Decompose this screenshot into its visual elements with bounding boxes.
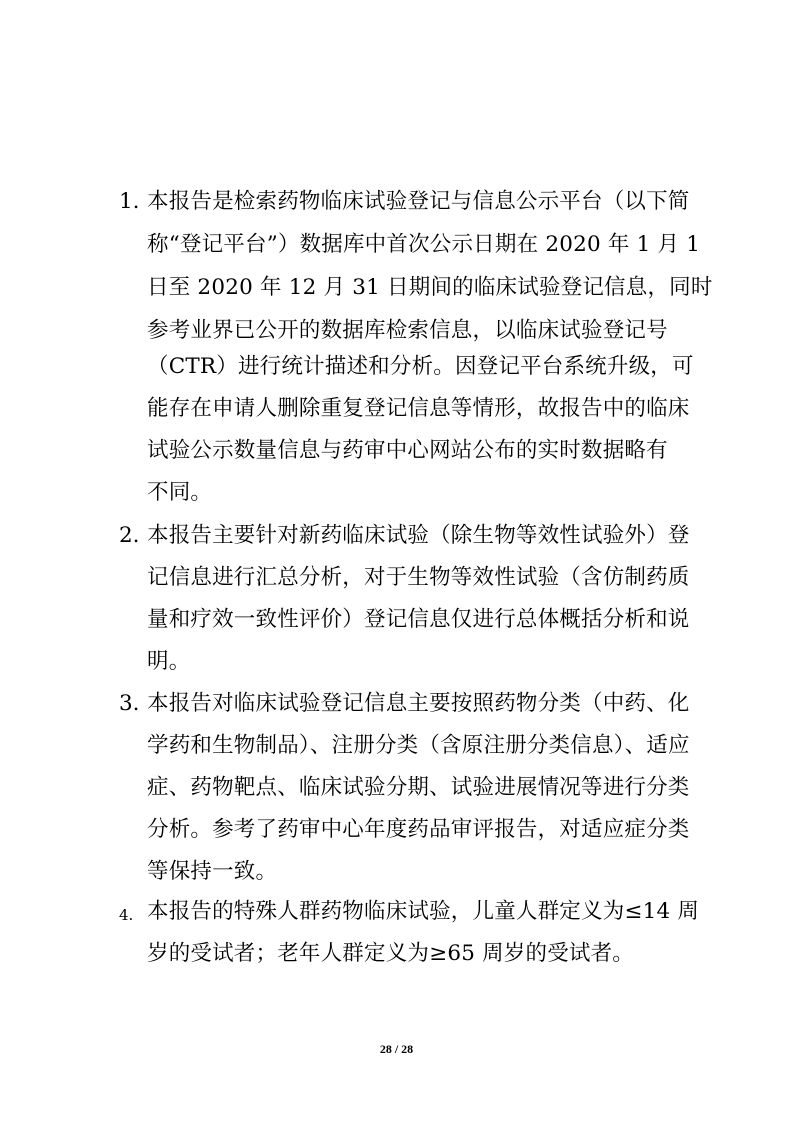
item-2-line-3: 量和疗效一致性评价）登记信息仅进行总体概括分析和说 xyxy=(147,607,690,632)
item-1-line-8: 不同。 xyxy=(147,480,213,505)
item-1-line-5: （CTR）进行统计描述和分析。因登记平台系统升级，可 xyxy=(147,354,694,379)
item-1-line-4: 参考业界已公开的数据库检索信息，以临床试验登记号 xyxy=(147,318,668,343)
item-3-line-5: 等保持一致。 xyxy=(147,859,278,884)
item-3-line-4: 分析。参考了药审中心年度药品审评报告，对适应症分类 xyxy=(147,817,690,842)
item-4-line-1: 本报告的特殊人群药物临床试验，儿童人群定义为≤14 周 xyxy=(147,899,700,924)
item-3-line-3: 症、药物靶点、临床试验分期、试验进展情况等进行分类 xyxy=(147,775,690,800)
item-1-line-1: 本报告是检索药物临床试验登记与信息公示平台（以下简 xyxy=(147,189,690,214)
item-1-number: 1. xyxy=(119,189,140,214)
item-1-line-6: 能存在申请人删除重复登记信息等情形，故报告中的临床 xyxy=(147,396,690,421)
item-1-line-7: 试验公示数量信息与药审中心网站公布的实时数据略有 xyxy=(147,438,668,463)
item-4-number: 4. xyxy=(119,906,134,924)
item-1-line-2: 称“登记平台”）数据库中首次公示日期在 2020 年 1 月 1 xyxy=(147,232,701,257)
item-3-line-2: 学药和生物制品）、注册分类（含原注册分类信息）、适应 xyxy=(147,733,690,758)
item-2-number: 2. xyxy=(119,523,140,548)
item-2-line-1: 本报告主要针对新药临床试验（除生物等效性试验外）登 xyxy=(147,523,690,548)
item-3-number: 3. xyxy=(119,691,140,716)
page-number: 28 / 28 xyxy=(379,1042,414,1056)
item-2-line-4: 明。 xyxy=(147,649,191,674)
item-1-line-3: 日至 2020 年 12 月 31 日期间的临床试验登记信息，同时 xyxy=(147,275,713,300)
item-3-line-1: 本报告对临床试验登记信息主要按照药物分类（中药、化 xyxy=(147,691,690,716)
item-4-line-2: 岁的受试者；老年人群定义为≥65 周岁的受试者。 xyxy=(147,941,635,966)
item-2-line-2: 记信息进行汇总分析，对于生物等效性试验（含仿制药质 xyxy=(147,565,690,590)
